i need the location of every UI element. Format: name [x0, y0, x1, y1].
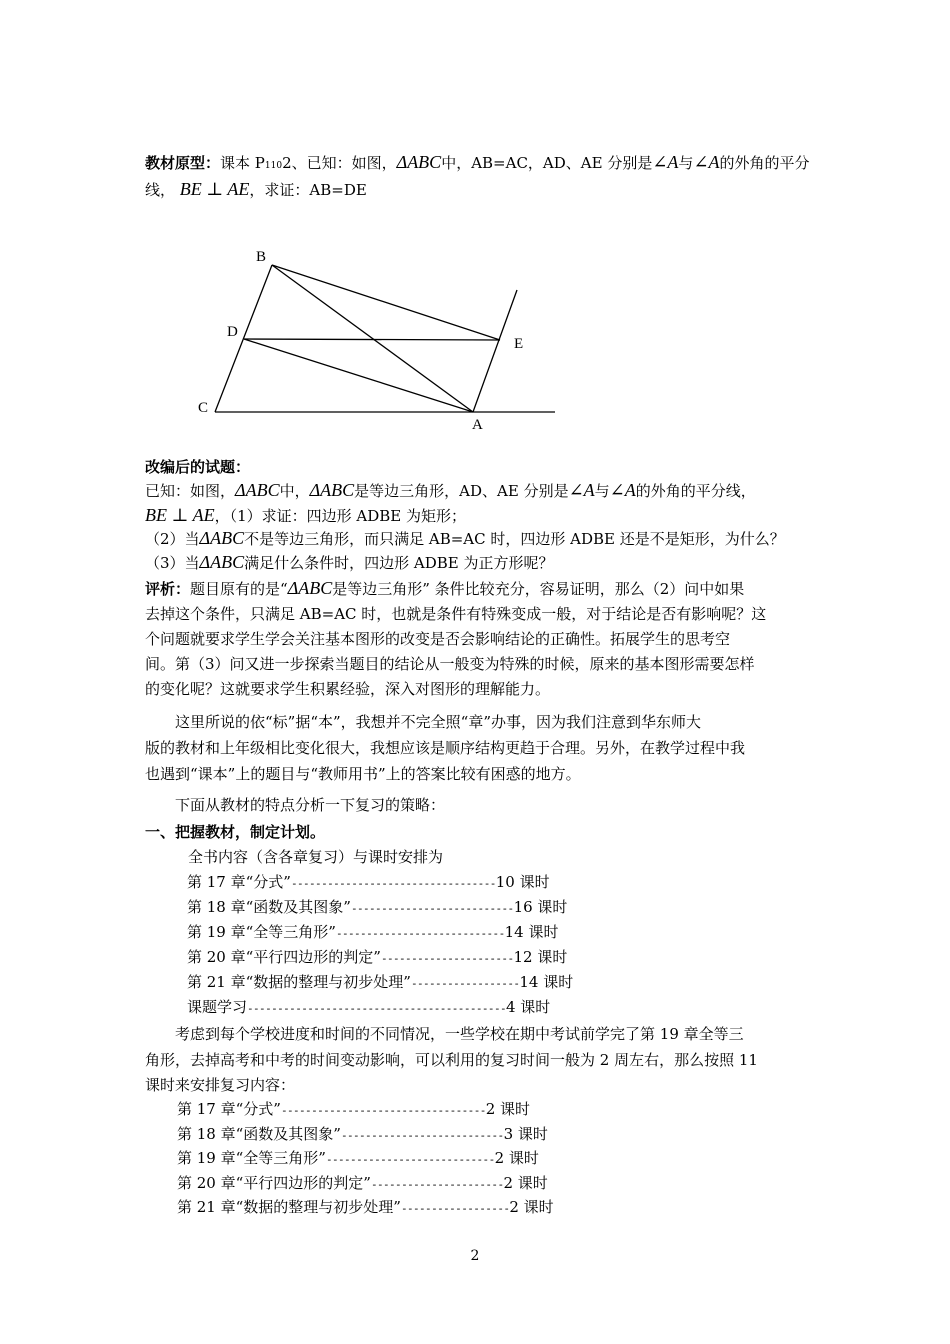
segment-ae-extended [473, 290, 517, 412]
schedule-row: 第 21 章“数据的整理与初步处理”------------------14 课时 [187, 973, 574, 991]
adapted-line-4: （3）当ΔABC满足什么条件时，四边形 ADBE 为正方形呢？ [145, 552, 554, 572]
label-e: E [514, 336, 524, 352]
schedule-row: 第 17 章“分式”----------------------------------10 课时 [187, 873, 550, 891]
adapted-line-3: （2）当ΔABC不是等边三角形，而只满足 AB=AC 时，四边形 ADBE 还是不是矩形，为什么？ [145, 528, 785, 548]
paragraph-1-line-1: 这里所说的依“标”据“本”，我想并不完全照“章”办事，因为我们注意到华东师大 [175, 713, 702, 731]
paragraph-3-line-2: 角形，去掉高考和中考的时间变动影响，可以利用的复习时间一般为 2 周左右，那么按照 11 [145, 1051, 758, 1069]
section-heading: 一、把握教材，制定计划。 [145, 823, 326, 841]
original-problem-line-1: 教材原型：课本 P1102、已知：如图，ΔABC中，AB=AC，AD、AE 分别是∠A与∠A的外角的平分 [145, 152, 810, 172]
paragraph-1-line-3: 也遇到“课本”上的题目与“教师用书”上的答案比较有困惑的地方。 [145, 765, 581, 783]
review-plan-row: 第 19 章“全等三角形”----------------------------2 课时 [177, 1149, 539, 1167]
review-line-2: 去掉这个条件，只满足 AB=AC 时，也就是条件有特殊变成一般，对于结论是否有影响呢？这 [145, 605, 767, 623]
paragraph-3-line-3: 课时来安排复习内容： [145, 1076, 296, 1094]
review-line-1: 评析：题目原有的是“ΔABC是等边三角形” 条件比较充分，容易证明，那么（2）问中如果 [145, 578, 745, 598]
angle-a-math: ∠A [652, 152, 679, 172]
adapted-line-2: BE ⊥ AE，（1）求证：四边形 ADBE 为矩形； [145, 505, 467, 525]
review-plan-row: 第 21 章“数据的整理与初步处理”------------------2 课时 [177, 1198, 554, 1216]
schedule-intro: 全书内容（含各章复习）与课时安排为 [188, 848, 444, 866]
schedule-row: 第 19 章“全等三角形”----------------------------14 课时 [187, 923, 559, 941]
page-number: 2 [470, 1248, 480, 1264]
angle-a-math: ∠A [693, 152, 720, 172]
segment-da [244, 339, 473, 412]
label-a: A [472, 417, 483, 433]
label-c: C [198, 400, 209, 416]
adapted-line-1: 已知：如图，ΔABC中，ΔABC是等边三角形，AD、AE 分别是∠A与∠A的外角的平分线， [145, 480, 756, 500]
original-label: 教材原型： [145, 154, 221, 172]
triangle-abc-math: ΔABC [396, 152, 442, 172]
segment-de [244, 339, 500, 340]
review-line-3: 个问题就要求学生学会关注基本图形的改变是否会影响结论的正确性。拓展学生的思考空 [145, 630, 731, 648]
schedule-row: 课题学习-------------------------------------------4 课时 [187, 998, 551, 1016]
paragraph-2: 下面从教材的特点分析一下复习的策略： [175, 796, 446, 814]
label-b: B [256, 249, 267, 265]
adapted-title: 改编后的试题： [145, 458, 251, 476]
original-problem-line-2: 线， BE ⊥ AE，求证：AB=DE [145, 179, 367, 199]
schedule-row: 第 20 章“平行四边形的判定”----------------------12 课时 [187, 948, 568, 966]
review-plan-row: 第 17 章“分式”----------------------------------2 课时 [177, 1100, 531, 1118]
be-perp-ae-math: BE ⊥ AE [179, 179, 250, 199]
review-plan-row: 第 20 章“平行四边形的判定”----------------------2 课时 [177, 1174, 548, 1192]
review-line-4: 间。第（3）问又进一步探索当题目的结论从一般变为特殊的时候，原来的基本图形需要怎样 [145, 655, 755, 673]
geometry-figure [190, 240, 570, 435]
label-d: D [227, 324, 238, 340]
review-label: 评析： [145, 580, 191, 598]
review-line-5: 的变化呢？这就要求学生积累经验，深入对图形的理解能力。 [145, 680, 551, 698]
paragraph-3-line-1: 考虑到每个学校进度和时间的不同情况，一些学校在期中考试前学完了第 19 章全等三 [175, 1025, 744, 1043]
paragraph-1-line-2: 版的教材和上年级相比变化很大，我想应该是顺序结构更趋于合理。另外，在教学过程中我 [145, 739, 746, 757]
segment-ba [272, 265, 473, 412]
schedule-row: 第 18 章“函数及其图象”---------------------------16 课时 [187, 898, 568, 916]
segment-be [272, 265, 500, 340]
review-plan-row: 第 18 章“函数及其图象”---------------------------3 课时 [177, 1125, 548, 1143]
